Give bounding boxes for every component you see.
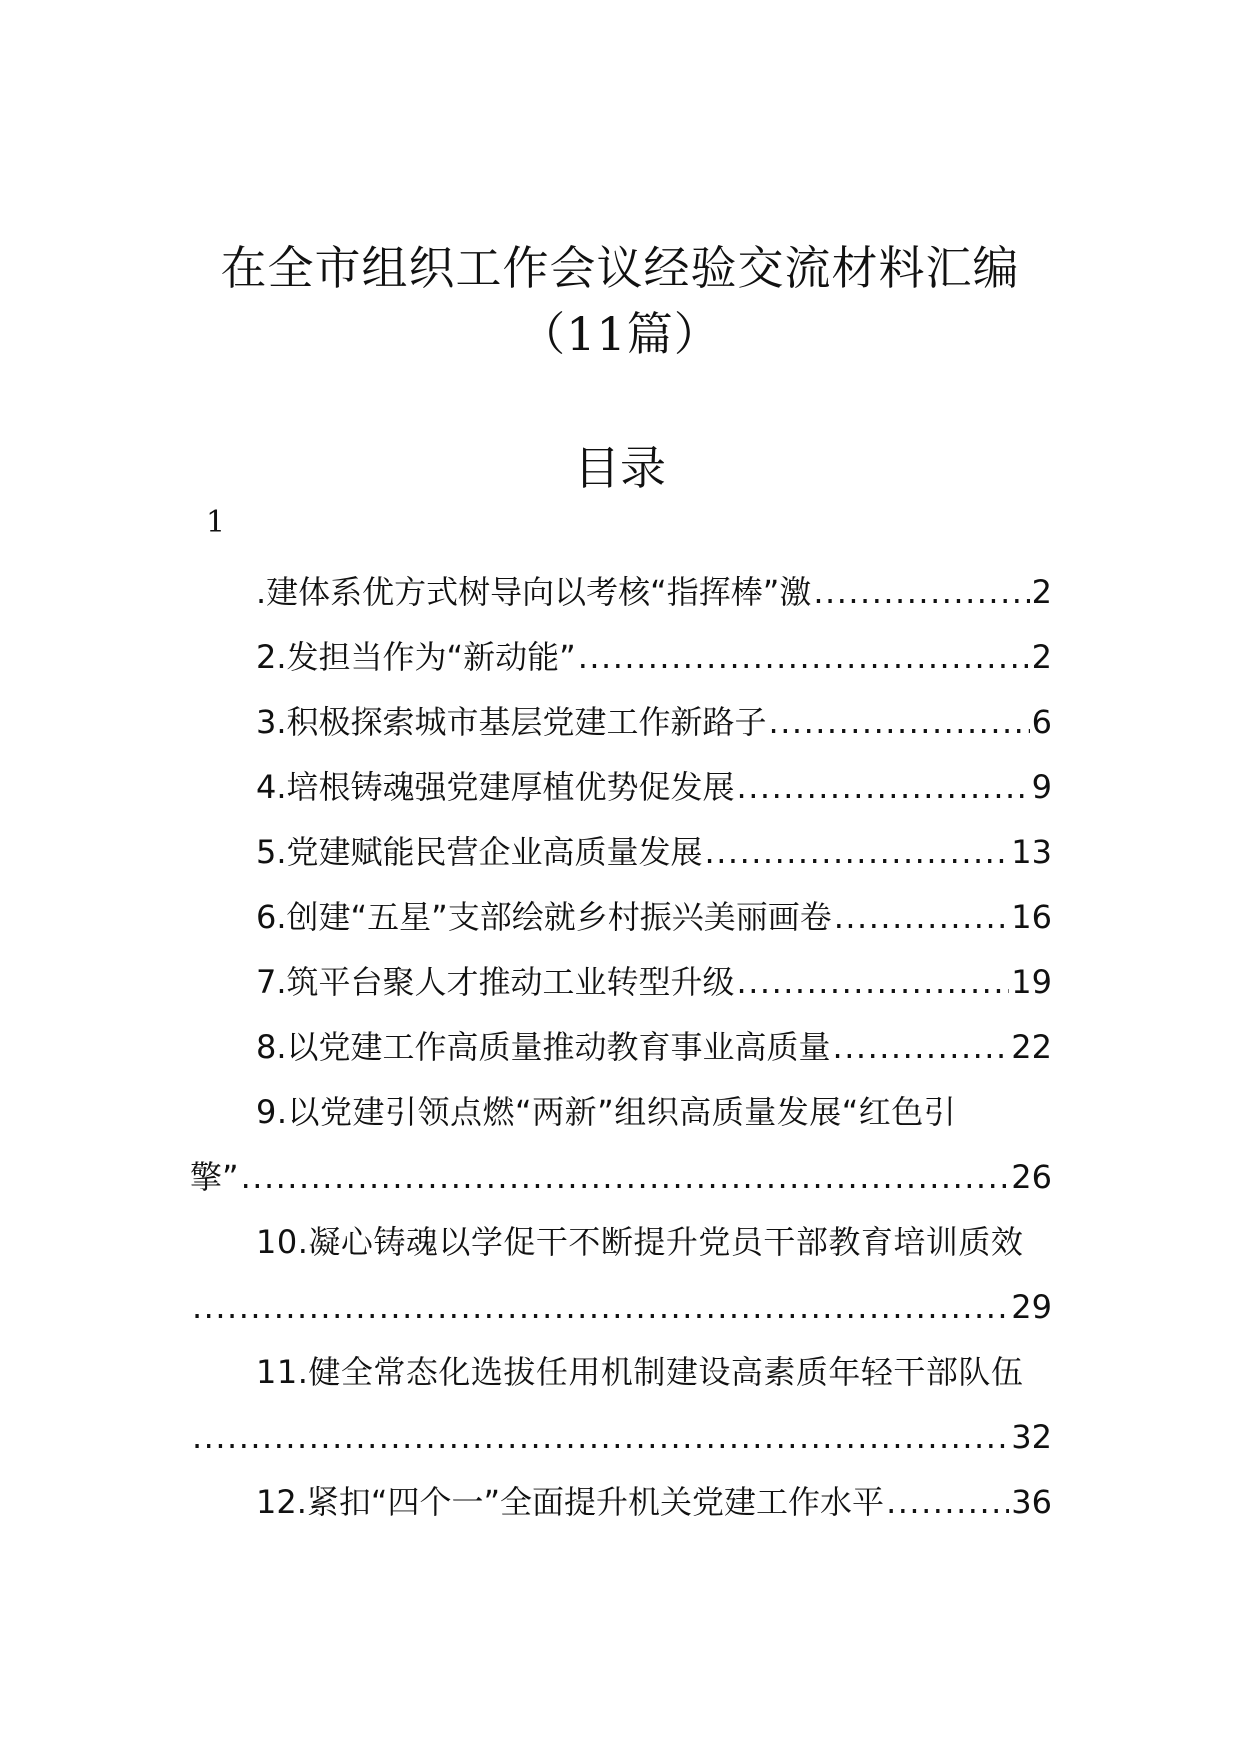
toc-entry[interactable]: [190, 1470, 1052, 1535]
document-subtitle: [0, 298, 1240, 364]
toc-entry-title: 2.发担当作为“新动能”: [256, 638, 576, 676]
toc-leader-dots: [886, 1470, 1009, 1535]
subtitle-open-paren: （: [519, 307, 567, 361]
toc-entry-page: 26: [1011, 1158, 1052, 1196]
toc-entry-title: 12.紧扣“四个一”全面提升机关党建工作水平: [256, 1483, 885, 1521]
toc-entry-line2[interactable]: [190, 1275, 1052, 1340]
toc-leader-dots: [769, 690, 1030, 755]
toc-entry-line2[interactable]: [190, 1405, 1052, 1470]
toc-entry[interactable]: [190, 560, 1052, 625]
toc-entry-title: 5.党建赋能民营企业高质量发展: [256, 833, 703, 871]
article-unit: 篇: [626, 307, 674, 361]
toc-entry-page: 13: [1011, 833, 1052, 871]
toc-entry-title: 10.凝心铸魂以学促干不断提升党员干部教育培训质效: [256, 1223, 1024, 1261]
toc-entry[interactable]: [190, 625, 1052, 690]
toc-entry-title: 9.以党建引领点燃“两新”组织高质量发展“红色引: [256, 1093, 957, 1131]
toc-entry-page: 29: [1011, 1288, 1052, 1326]
toc-entry-page: 2: [1031, 573, 1052, 611]
toc-entry-page: 16: [1011, 898, 1052, 936]
toc-entry-page: 6: [1031, 703, 1052, 741]
toc-entry-title: 11.健全常态化选拔任用机制建设高素质年轻干部队伍: [256, 1353, 1024, 1391]
toc-leader-dots: [578, 625, 1030, 690]
toc-entry-title: 6.创建“五星”支部绘就乡村振兴美丽画卷: [256, 898, 832, 936]
toc-entry-title: 8.以党建工作高质量推动教育事业高质量: [256, 1028, 831, 1066]
toc-entry[interactable]: [190, 1015, 1052, 1080]
toc-leader-dots: [737, 755, 1030, 820]
page-marker: 1: [206, 505, 226, 540]
toc-entry[interactable]: [190, 950, 1052, 1015]
toc-leader-dots: [833, 1015, 1010, 1080]
toc-leader-dots: [192, 1275, 1009, 1340]
toc-entry-title: 7.筑平台聚人才推动工业转型升级: [256, 963, 735, 1001]
toc-heading: 目录: [574, 441, 666, 495]
toc-entry[interactable]: [190, 690, 1052, 755]
table-of-contents: [190, 560, 1052, 1535]
toc-entry-title: 4.培根铸魂强党建厚植优势促发展: [256, 768, 735, 806]
toc-leader-dots: [813, 560, 1029, 625]
document-title: 在全市组织工作会议经验交流材料汇编: [220, 241, 1020, 295]
toc-leader-dots: [241, 1145, 1010, 1210]
toc-entry-title: .建体系优方式树导向以考核“指挥棒”激: [256, 573, 812, 611]
toc-entry[interactable]: [190, 755, 1052, 820]
toc-entry-title: 3.积极探索城市基层党建工作新路子: [256, 703, 767, 741]
toc-entry-line1[interactable]: [190, 1340, 1052, 1405]
toc-entry-page: 19: [1011, 963, 1052, 1001]
toc-entry[interactable]: [190, 820, 1052, 885]
toc-entry-page: 36: [1011, 1483, 1052, 1521]
toc-entry-page: 22: [1011, 1028, 1052, 1066]
subtitle-close-paren: ）: [673, 307, 721, 361]
toc-entry-title-cont: 擎”: [190, 1158, 239, 1196]
toc-entry-page: 2: [1031, 638, 1052, 676]
toc-entry-line2[interactable]: [190, 1145, 1052, 1210]
article-count: 11: [566, 307, 627, 361]
toc-leader-dots: [737, 950, 1010, 1015]
toc-entry-page: 32: [1011, 1418, 1052, 1456]
toc-entry-page: 9: [1031, 768, 1052, 806]
toc-leader-dots: [705, 820, 1010, 885]
toc-entry-line1[interactable]: [190, 1080, 1052, 1145]
toc-leader-dots: [834, 885, 1010, 950]
toc-entry-line1[interactable]: [190, 1210, 1052, 1275]
toc-entry[interactable]: [190, 885, 1052, 950]
toc-leader-dots: [192, 1405, 1009, 1470]
